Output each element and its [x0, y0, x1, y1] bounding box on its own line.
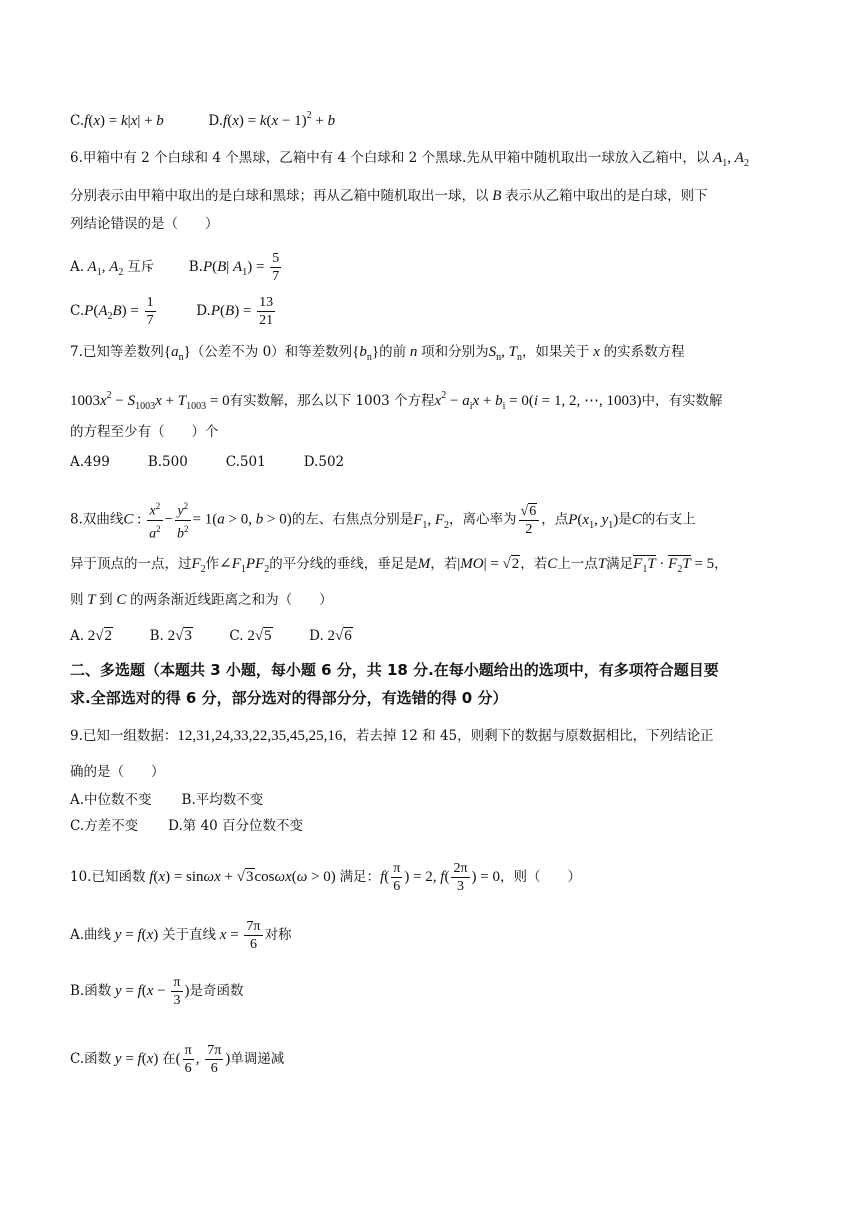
q7-line-1: 7.已知等差数列$\{a_n\}$（公差不为 0）和等差数列$\{b_n\}$的前 n 项和分别为$S_n$, $T_n$，如果关于 x 的实系数方程	[70, 344, 685, 363]
q9-options-cd	[70, 816, 800, 836]
section-2-heading-line-1: 二、多选题（本题共 3 小题，每小题 6 分，共 18 分.在每小题给出的选项中，有多项符合题目要	[70, 661, 719, 679]
q5-option-d: $D.f(x) = k(x - 1)^2 + b$	[208, 110, 336, 129]
q7-option-a: A.499	[70, 454, 110, 470]
q8-line-3: 则 T 到 C 的两条渐近线距离之和为（ ）	[70, 592, 333, 608]
q10-line-1: 10.已知函数 f(x) = sinωx + √3cosωx(ω > 0) 满足：f( $\frac{\pi}{6}$ ) = 2, f( $\frac{2\pi}{3}$ ) = 0，则（ ）	[70, 861, 581, 894]
q6-option-c: $C.P(A_2B)$ = $\frac{1}{7}$	[70, 295, 154, 328]
q5-options-row	[70, 106, 800, 131]
q9-options-ab	[70, 790, 800, 810]
q9-option-b: B.平均数不变	[181, 792, 264, 808]
q10-option-c: C.函数 y = f(x) 在( $\frac{\pi}{6}$ , $\frac{7\pi}{6}$ )单调递减	[70, 1043, 285, 1076]
q10-option-b: B.函数 y = f(x − $\frac{\pi}{3}$ )是奇函数	[70, 975, 244, 1008]
q6-options-cd	[70, 294, 800, 329]
q6-options-ab	[70, 250, 800, 285]
q8-option-a: A. 2√2	[70, 628, 113, 644]
q7-option-c: C.501	[225, 454, 266, 470]
q9-option-a: A.中位数不变	[70, 792, 152, 808]
q5-option-c: C.f(x) = k|x| + b	[70, 113, 164, 129]
q6-option-b: B.P(B| $A_1$) = $\frac{5}{7}$	[188, 251, 280, 284]
q6-line-2: 分别表示由甲箱中取出的是白球和黑球；再从乙箱中随机取出一球，以 B 表示从乙箱中取出的是白球，则下	[70, 188, 708, 204]
q7-options	[70, 452, 800, 472]
q8-line-1: 8.双曲线C : $\frac{x^2}{a^2}$ − $\frac{y^2}{b^2}$ = 1(a > 0, b > 0)的左、右焦点分别是$F_1$, $F_2$，离心率为 $\frac{√6}{2}$ ，点$P(x_1$, $y_1$)是C的右支上	[70, 498, 800, 542]
q7-option-d: D.502	[303, 454, 345, 470]
q8-option-d: D. 2√6	[309, 628, 352, 644]
q9-option-d: D.第 40 百分位数不变	[168, 818, 304, 834]
q6-line-3: 列结论错误的是（ ）	[70, 216, 219, 232]
q8-line-2: 异于顶点的一点，过$F_2$作$\angle F_1PF_2$的平分线的垂线，垂足是M，若|MO| = √2，若C上一点T满足$F_1T \cdot F_2T = 5$，	[70, 556, 728, 575]
q10-option-a: A.曲线 y = f(x) 关于直线 x = $\frac{7\pi}{6}$ 对称	[70, 919, 292, 952]
q7-line-2: $1003x^2 - S_{1003}x + T_{1003} = 0$有实数解，那么以下 1003 个方程$x^2 - a_ix + b_i = 0(i = 1$, 2, ⋯, 1003)中，有实数解	[70, 390, 723, 412]
q8-option-c: C. 2√5	[229, 628, 272, 644]
section-2-heading-line-2: 求.全部选对的得 6 分，部分选对的得部分分，有选错的得 0 分）	[70, 689, 508, 707]
q6-option-a: A. $A_1$, $A_2$ 互斥	[70, 259, 155, 278]
q9-option-c: C.方差不变	[70, 818, 139, 834]
q6-option-d: D.P(B) = $\frac{13}{21}$	[196, 295, 274, 328]
q8-option-b: B. 2√3	[149, 628, 192, 644]
q9-line-2: 确的是（ ）	[70, 764, 165, 780]
q7-line-3: 的方程至少有（ ）个	[70, 424, 219, 440]
q7-option-b: B.500	[147, 454, 188, 470]
q9-line-1: 9.已知一组数据：12,31,24,33,22,35,45,25,16，若去掉 12 和 45，则剩下的数据与原数据相比，下列结论正	[70, 728, 714, 744]
q8-options	[70, 626, 800, 646]
q6-line-1: 6.甲箱中有 2 个白球和 4 个黑球，乙箱中有 4 个白球和 2 个黑球.先从甲箱中随机取出一球放入乙箱中，以 $A_1$, $A_2$	[70, 150, 749, 169]
